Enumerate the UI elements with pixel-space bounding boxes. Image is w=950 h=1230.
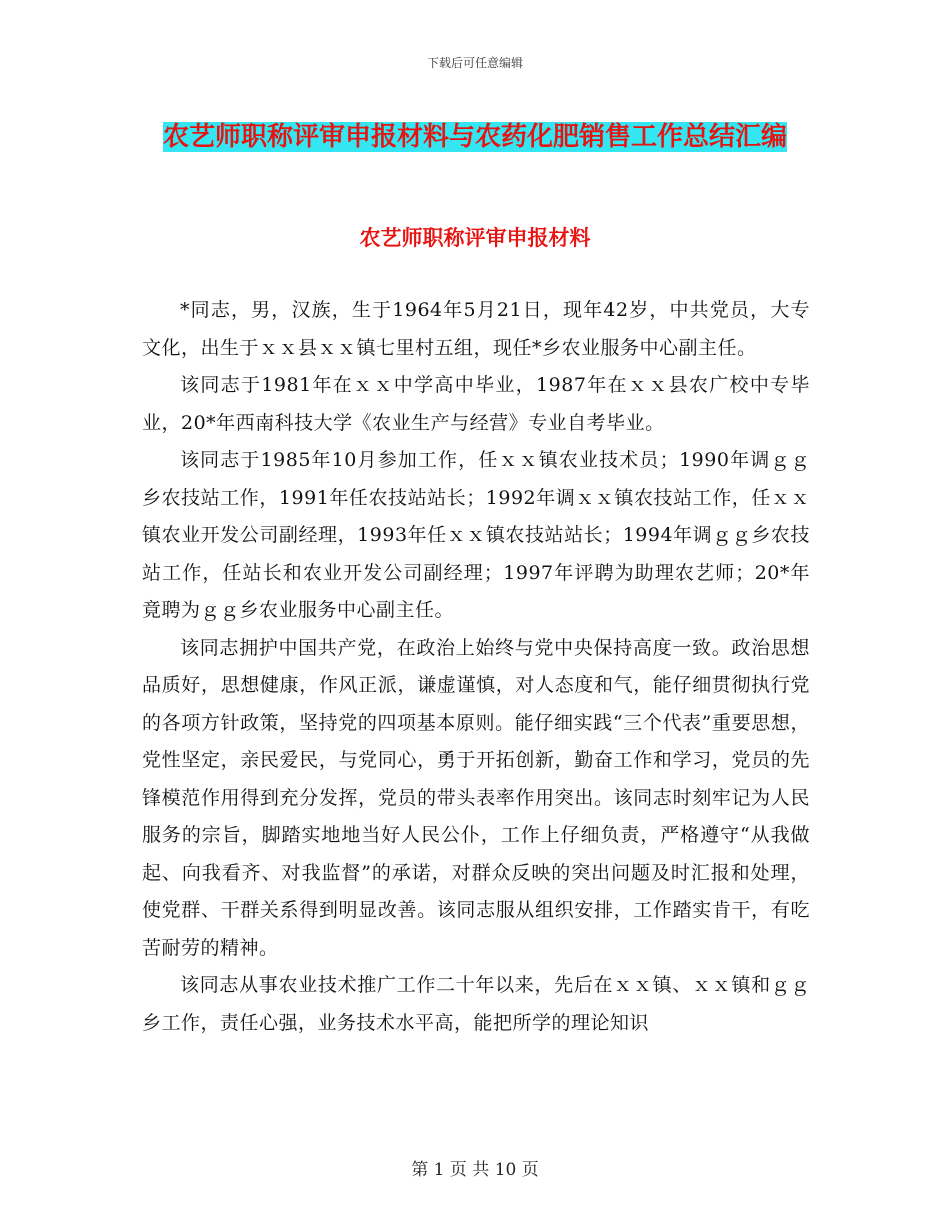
paragraph-1: *同志，男，汉族，生于1964年5月21日，现年42岁，中共党员，大专文化，出生于ｘｘ县ｘｘ镇七里村五组，现任*乡农业服务中心副主任。 xyxy=(142,299,810,359)
paragraph-4: 该同志拥护中国共产党，在政治上始终与党中央保持高度一致。政治思想品质好，思想健康，作风正派，谦虚谨慎，对人态度和气，能仔细贯彻执行党的各项方针政策，坚持党的四项基本原则。能仔细实践“三个代表”重要思想，党性坚定，亲民爱民，与党同心，勇于开拓创新，勤奋工作和学习，党员的先锋模范作用得到充分发挥，党员的带头表率作用突出。该同志时刻牢记为人民服务的宗旨，脚踏实地地当好人民公仆，工作上仔细负责，严格遵守“从我做起、向我看齐、对我监督”的承诺，对群众反映的突出问题及时汇报和处理，使党群、干群关系得到明显改善。该同志服从组织安排，工作踏实肯干，有吃苦耐劳的精神。 xyxy=(142,636,810,959)
section-title: 农艺师职称评审申报材料 xyxy=(359,225,591,250)
paragraph-3: 该同志于1985年10月参加工作，任ｘｘ镇农业技术员；1990年调ｇｇ乡农技站工作，1991年任农技站站长；1992年调ｘｘ镇农技站工作，任ｘｘ镇农业开发公司副经理，1993年任ｘｘ镇农技站站长；1994年调ｇｇ乡农技站工作，任站长和农业开发公司副经理；1997年评聘为助理农艺师；20*年竟聘为ｇｇ乡农业服务中心副主任。 xyxy=(142,449,810,621)
document-title xyxy=(140,112,810,162)
page-number: 第 1 页 共 10 页 xyxy=(411,1160,539,1180)
paragraph-5: 该同志从事农业技术推广工作二十年以来，先后在ｘｘ镇、ｘｘ镇和ｇｇ乡工作，责任心强，业务技术水平高，能把所学的理论知识 xyxy=(142,974,810,1034)
document-title-text: 农艺师职称评审申报材料与农药化肥销售工作总结汇编 xyxy=(162,122,787,152)
body-text xyxy=(142,292,810,1042)
header-note: 下载后可任意编辑 xyxy=(426,56,523,70)
paragraph-2: 该同志于1981年在ｘｘ中学高中毕业，1987年在ｘｘ县农广校中专毕业，20*年西南科技大学《农业生产与经营》专业自考毕业。 xyxy=(142,374,810,434)
